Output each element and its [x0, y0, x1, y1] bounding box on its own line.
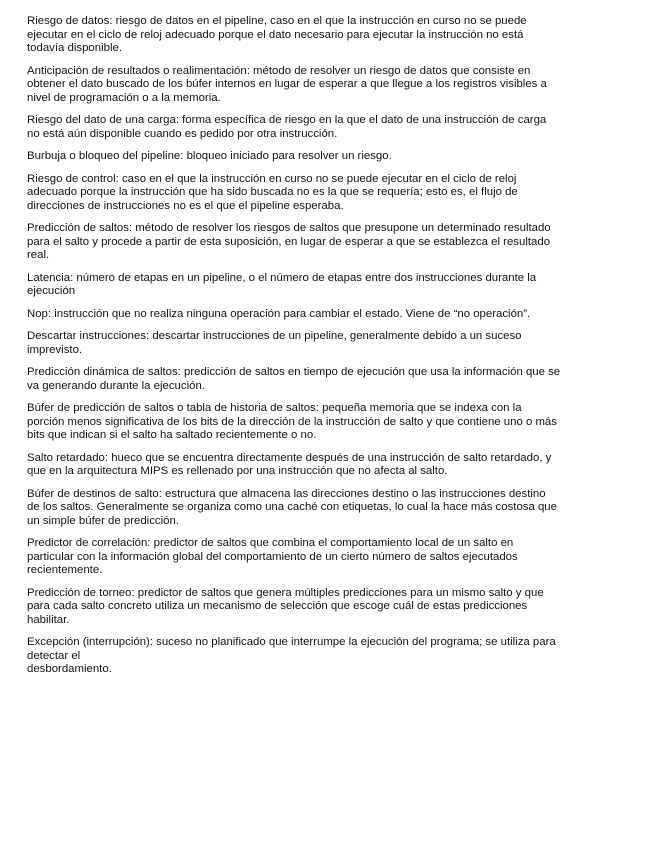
text-line: que en la arquitectura MIPS es rellenado por una instrucción que no afecta al salto.	[27, 465, 448, 477]
text-line: ejecución	[27, 285, 76, 297]
text-line: habilitar.	[27, 613, 70, 626]
text-line: un simple búfer de predicción.	[27, 514, 179, 527]
paragraph-prediccion-torneo	[27, 587, 632, 628]
text-line: real.	[27, 249, 50, 261]
paragraph-nop	[27, 308, 632, 322]
paragraph-riesgo-carga	[27, 114, 632, 141]
text-line: Burbuja o bloqueo del pipeline: bloqueo iniciado para resolver un riesgo.	[27, 150, 392, 162]
text-line: va generando durante la ejecución.	[27, 379, 205, 392]
text-line: Búfer de destinos de salto: estructura que almacena las direcciones destino o las instrucciones destino	[27, 487, 546, 500]
paragraph-descartar	[27, 330, 632, 357]
text-line: nivel de programación o a la memoria.	[27, 91, 221, 104]
text-line: Predicción dinámica de saltos: predicción de saltos en tiempo de ejecución que usa la información que se	[27, 366, 561, 378]
text-line: ejecutar en el ciclo de reloj adecuado porque el dato necesario para ejecutar la instrucción no está	[27, 28, 524, 41]
paragraph-latencia	[27, 272, 632, 299]
text-line: direcciones de instrucciones no es el que el pipeline esperaba.	[27, 199, 344, 212]
text-line: Descartar instrucciones: descartar instrucciones de un pipeline, generalmente debido a un suceso	[27, 330, 522, 342]
text-line: Búfer de predicción de saltos o tabla de historia de saltos: pequeña memoria que se indexa con la	[27, 402, 522, 414]
paragraph-bufer-prediccion	[27, 402, 632, 443]
text-line: Riesgo de datos: riesgo de datos en el pipeline, caso en el que la instrucción en curso no se puede	[27, 15, 527, 27]
paragraph-salto-retardado	[27, 452, 632, 479]
text-line: particular con la información global del comportamiento de un cierto número de saltos ejecutados	[27, 550, 518, 563]
paragraph-riesgo-de-datos	[27, 15, 632, 56]
paragraph-predictor-correlacion	[27, 537, 632, 578]
text-line: Riesgo de control: caso en el que la instrucción en curso no se puede ejecutar en el ciclo de reloj	[27, 172, 517, 185]
text-line: para el salto y procede a partir de esta suposición, en lugar de esperar a que se establezca el resultado	[27, 235, 551, 248]
text-line: porción menos significativa de los bits de la dirección de la instrucción de salto y que contiene uno o más	[27, 415, 557, 428]
text-line: Predictor de correlación: predictor de saltos que combina el comportamiento local de un salto en	[27, 537, 514, 549]
text-line: detectar el	[27, 649, 81, 662]
text-line: no está aún disponible cuando es pedido por otra instrucción.	[27, 127, 338, 140]
text-line: imprevisto.	[27, 343, 83, 356]
document-body	[27, 15, 632, 686]
text-line: obtener el dato buscado de los búfer internos en lugar de esperar a que llegue a los registros visibles a	[27, 78, 547, 90]
text-line: Predicción de torneo: predictor de saltos que genera múltiples predicciones para un mismo salto y que	[27, 586, 544, 599]
paragraph-burbuja	[27, 150, 632, 164]
text-line: adecuado porque la instrucción que ha sido buscada no es la que se requería; esto es, el flujo de	[27, 186, 518, 198]
paragraph-riesgo-control	[27, 173, 632, 214]
text-line: Salto retardado: hueco que se encuentra directamente después de una instrucción de salto retardado, y	[27, 451, 552, 464]
paragraph-excepcion	[27, 636, 632, 677]
text-line: desbordamiento.	[27, 663, 112, 675]
text-line: para cada salto concreto utiliza un mecanismo de selección que escoge cuál de estas predicciones	[27, 600, 528, 612]
text-line: todavía disponible.	[27, 42, 122, 54]
paragraph-anticipacion	[27, 65, 632, 106]
text-line: Anticipación de resultados o realimentación: método de resolver un riesgo de datos que consiste en	[27, 64, 531, 77]
paragraph-prediccion-dinamica	[27, 366, 632, 393]
text-line: Predicción de saltos: método de resolver los riesgos de saltos que presupone un determinado resultado	[27, 222, 551, 234]
text-line: Riesgo del dato de una carga: forma específica de riesgo en la que el dato de una instrucción de carga	[27, 114, 547, 126]
text-line: de los saltos. Generalmente se organiza como una caché con etiquetas, lo cual la hace más costosa que	[27, 501, 557, 513]
text-line: Latencia: número de etapas en un pipeline, o el número de etapas entre dos instrucciones durante la	[27, 271, 537, 284]
text-line: bits que indican si el salto ha saltado recientemente o no.	[27, 429, 317, 441]
text-line: Excepción (interrupción): suceso no planificado que interrumpe la ejecución del programa; se utiliza para	[27, 636, 556, 648]
paragraph-prediccion-saltos	[27, 222, 632, 263]
paragraph-bufer-destinos	[27, 488, 632, 529]
text-line: recientemente.	[27, 564, 103, 576]
text-line: Nop: instrucción que no realiza ninguna operación para cambiar el estado. Viene de “no operación”.	[27, 307, 531, 320]
